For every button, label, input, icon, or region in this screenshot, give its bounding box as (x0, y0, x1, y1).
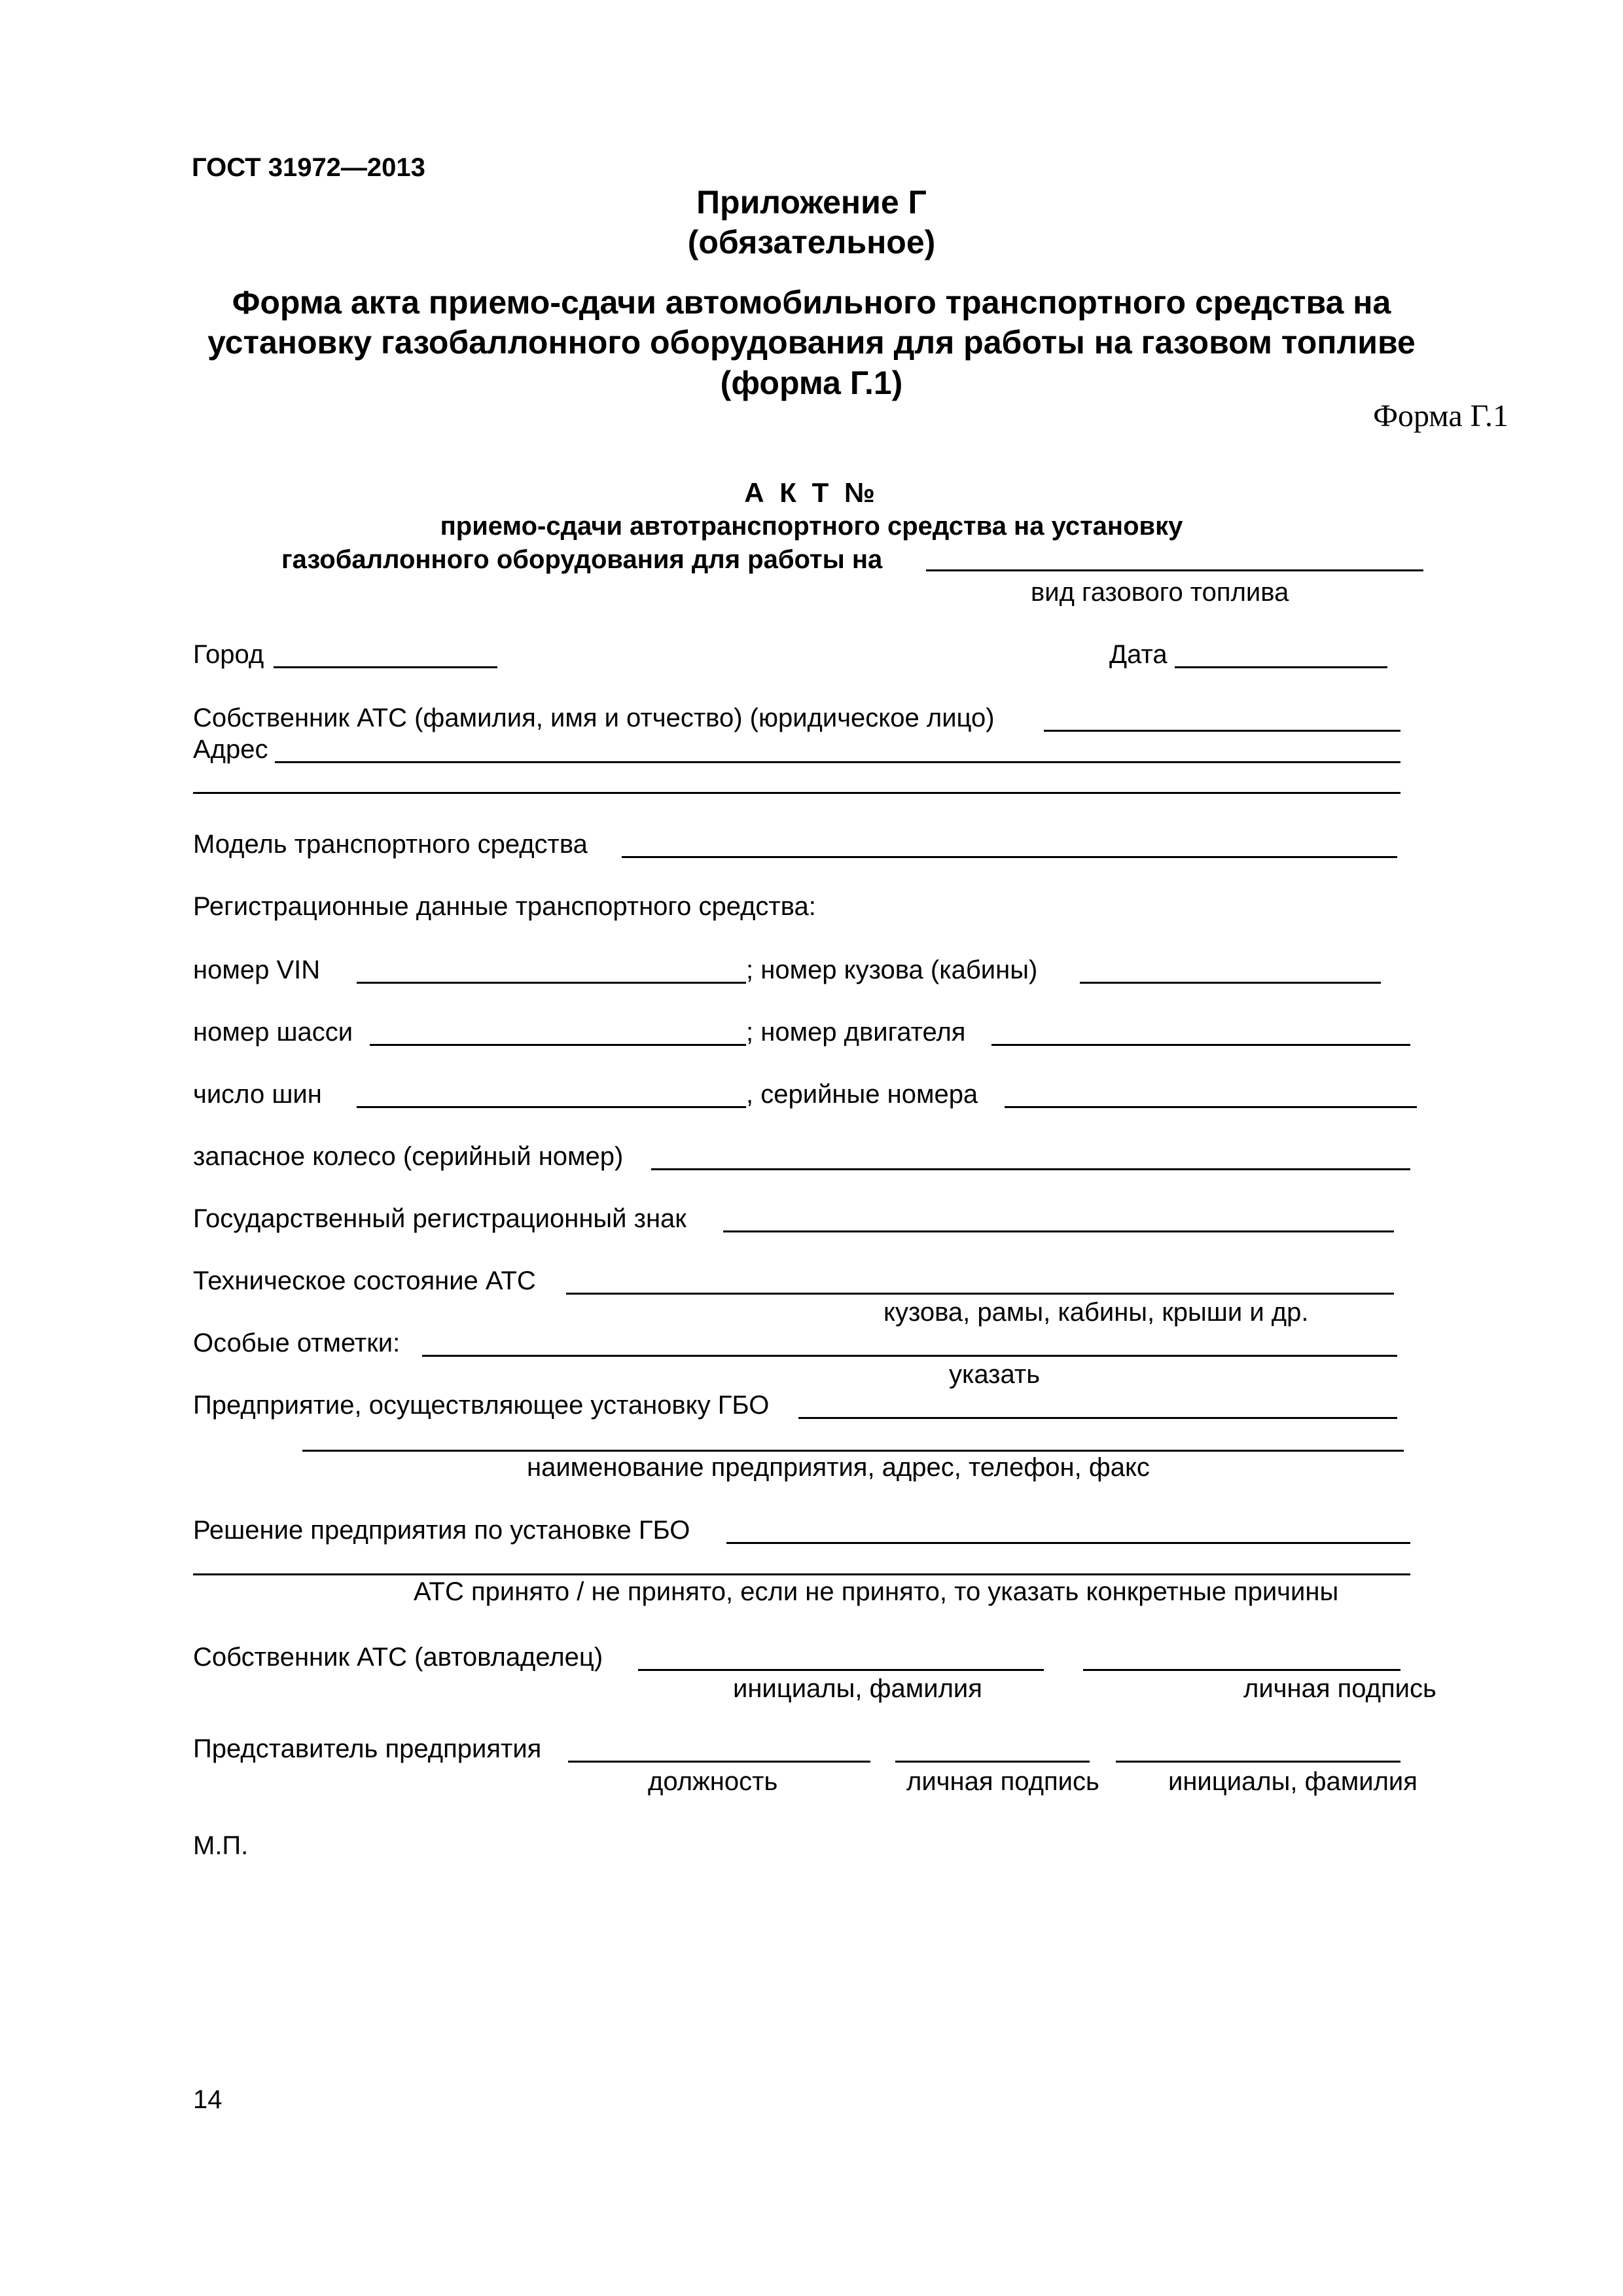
city-label: Город (193, 640, 264, 669)
tires-line[interactable] (357, 1106, 746, 1108)
tires-label: число шин (193, 1080, 322, 1109)
rep-name-hint: инициалы, фамилия (1168, 1767, 1418, 1796)
decision-label: Решение предприятия по установке ГБО (193, 1516, 690, 1545)
tech-state-hint: кузова, рамы, кабины, крыши и др. (883, 1298, 1309, 1327)
standard-number: ГОСТ 31972—2013 (192, 153, 425, 182)
company-label: Предприятие, осуществляющее установку ГБО (193, 1391, 770, 1420)
vin-label: номер VIN (193, 956, 321, 984)
spare-wheel-label: запасное колесо (серийный номер) (193, 1142, 624, 1171)
tech-state-line[interactable] (566, 1293, 1394, 1295)
chassis-label: номер шасси (193, 1018, 353, 1047)
act-line1: приемо-сдачи автотранспортного средства на установку (440, 512, 1183, 541)
company-hint: наименование предприятия, адрес, телефон, факс (527, 1453, 1150, 1482)
decision-line[interactable] (726, 1542, 1410, 1544)
serials-label: , серийные номера (746, 1080, 978, 1109)
model-line[interactable] (622, 856, 1397, 858)
form-id: Форма Г.1 (1373, 399, 1508, 433)
address-line-2[interactable] (193, 792, 1400, 794)
page-number: 14 (193, 2085, 223, 2114)
notes-hint: указать (949, 1360, 1041, 1389)
address-line[interactable] (275, 761, 1400, 763)
appendix-status: (обязательное) (687, 224, 936, 260)
serials-line[interactable] (1005, 1106, 1417, 1108)
owner-sign-label: Собственник АТС (автовладелец) (193, 1643, 603, 1672)
fuel-type-line[interactable] (926, 569, 1423, 571)
fuel-type-hint: вид газового топлива (1031, 578, 1289, 607)
notes-label: Особые отметки: (193, 1329, 401, 1357)
rep-name-line[interactable] (1116, 1761, 1400, 1763)
owner-signature-hint: личная подпись (1243, 1674, 1436, 1703)
appendix-heading-line3: (форма Г.1) (720, 365, 903, 401)
vin-line[interactable] (357, 982, 746, 984)
plate-label: Государственный регистрационный знак (193, 1204, 687, 1233)
act-title: А К Т № (744, 477, 879, 508)
rep-position-line[interactable] (568, 1761, 870, 1763)
chassis-line[interactable] (370, 1044, 746, 1046)
owner-name-line[interactable] (638, 1669, 1044, 1671)
representative-label: Представитель предприятия (193, 1734, 542, 1763)
date-label: Дата (1109, 640, 1168, 669)
reg-data-label: Регистрационные данные транспортного средства: (193, 892, 816, 921)
spare-wheel-line[interactable] (651, 1168, 1410, 1170)
decision-hint: АТС принято / не принято, если не принято, то указать конкретные причины (414, 1577, 1339, 1606)
company-line-2[interactable] (302, 1450, 1404, 1452)
rep-signature-hint: личная подпись (906, 1767, 1099, 1796)
decision-line-2[interactable] (193, 1573, 1410, 1575)
body-number-label: ; номер кузова (кабины) (746, 956, 1038, 984)
appendix-title: Приложение Г (696, 184, 927, 221)
owner-signature-line[interactable] (1083, 1669, 1400, 1671)
city-line[interactable] (274, 666, 497, 668)
owner-name-hint: инициалы, фамилия (733, 1674, 982, 1703)
rep-position-hint: должность (648, 1767, 778, 1796)
address-label: Адрес (193, 735, 268, 764)
body-number-line[interactable] (1080, 982, 1381, 984)
model-label: Модель транспортного средства (193, 830, 588, 859)
tech-state-label: Техническое состояние АТС (193, 1266, 536, 1295)
appendix-heading-line1: Форма акта приемо-сдачи автомобильного транспортного средства на (232, 284, 1391, 321)
act-line2: газобаллонного оборудования для работы на (281, 545, 883, 574)
notes-line[interactable] (422, 1355, 1397, 1357)
appendix-heading-line2: установку газобаллонного оборудования для работы на газовом топливе (207, 324, 1416, 361)
plate-line[interactable] (723, 1230, 1394, 1232)
engine-label: ; номер двигателя (746, 1018, 966, 1047)
rep-signature-line[interactable] (895, 1761, 1090, 1763)
company-line[interactable] (798, 1417, 1397, 1419)
stamp-place: М.П. (193, 1831, 249, 1860)
owner-label: Собственник АТС (фамилия, имя и отчество) (юридическое лицо) (193, 704, 995, 732)
date-line[interactable] (1175, 666, 1387, 668)
engine-line[interactable] (991, 1044, 1410, 1046)
owner-line[interactable] (1044, 730, 1400, 732)
